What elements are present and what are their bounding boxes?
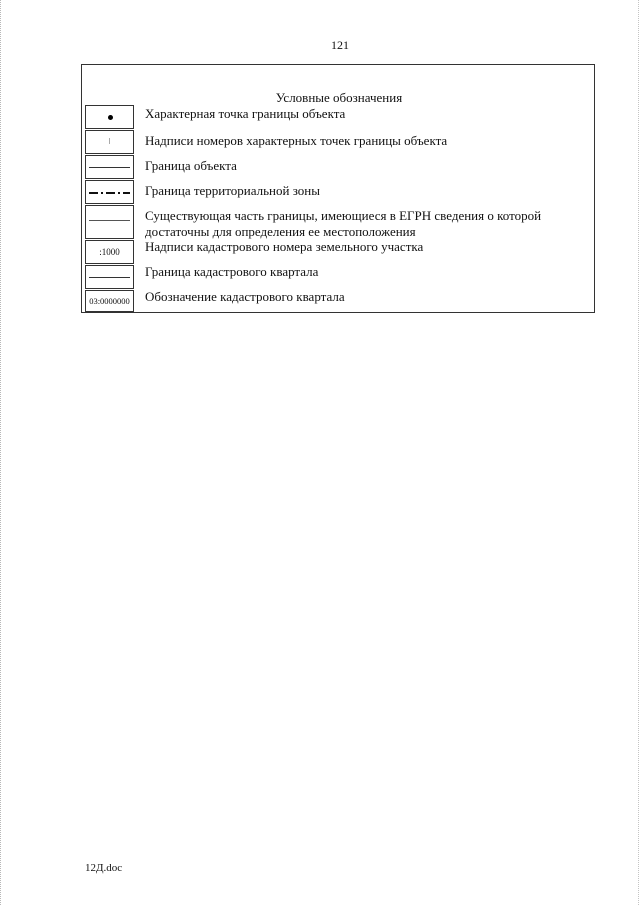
legend-item-text: Граница территориальной зоны — [145, 183, 320, 198]
scan-edge-right — [636, 0, 639, 905]
legend-symbol-label — [85, 130, 134, 154]
legend-symbol-boundary — [85, 155, 134, 179]
thin-line-icon — [89, 220, 130, 221]
legend-item-text-line1: Существующая часть границы, имеющиеся в ЕГРН сведения о которой — [145, 208, 542, 223]
symbol-text: :1000 — [99, 247, 120, 257]
legend-item-text: Граница объекта — [145, 158, 237, 173]
solid-line-icon — [89, 277, 130, 278]
legend-item-text: Надписи кадастрового номера земельного участка — [145, 239, 424, 254]
legend-item-text: Надписи номеров характерных точек границы объекта — [145, 133, 448, 148]
legend-table — [81, 64, 595, 313]
point-marker-icon — [108, 115, 113, 120]
legend-symbol-zone — [85, 180, 134, 204]
legend-item-text-line2: достаточны для определения ее местоположения — [145, 224, 416, 239]
legend-symbol-quarter-boundary — [85, 265, 134, 289]
label-tick-icon — [109, 138, 110, 144]
footer-filename: 12Д.doc — [85, 862, 123, 874]
legend-symbol-cadastral-number — [85, 240, 134, 264]
symbol-text: 03:0000000 — [89, 296, 130, 306]
legend-symbol-existing-boundary — [85, 205, 134, 239]
legend-title: Условные обозначения — [275, 90, 403, 105]
legend-item-text: Граница кадастрового квартала — [145, 264, 319, 279]
page-number: 121 — [331, 38, 349, 52]
legend-symbol-point — [85, 105, 134, 129]
dash-dot-line-icon — [86, 181, 133, 203]
scan-edge-left — [0, 0, 3, 905]
legend-item-text: Обозначение кадастрового квартала — [145, 289, 345, 304]
solid-line-icon — [89, 167, 130, 168]
legend-symbol-quarter-designation — [85, 290, 134, 312]
legend-item-text: Характерная точка границы объекта — [145, 106, 346, 121]
